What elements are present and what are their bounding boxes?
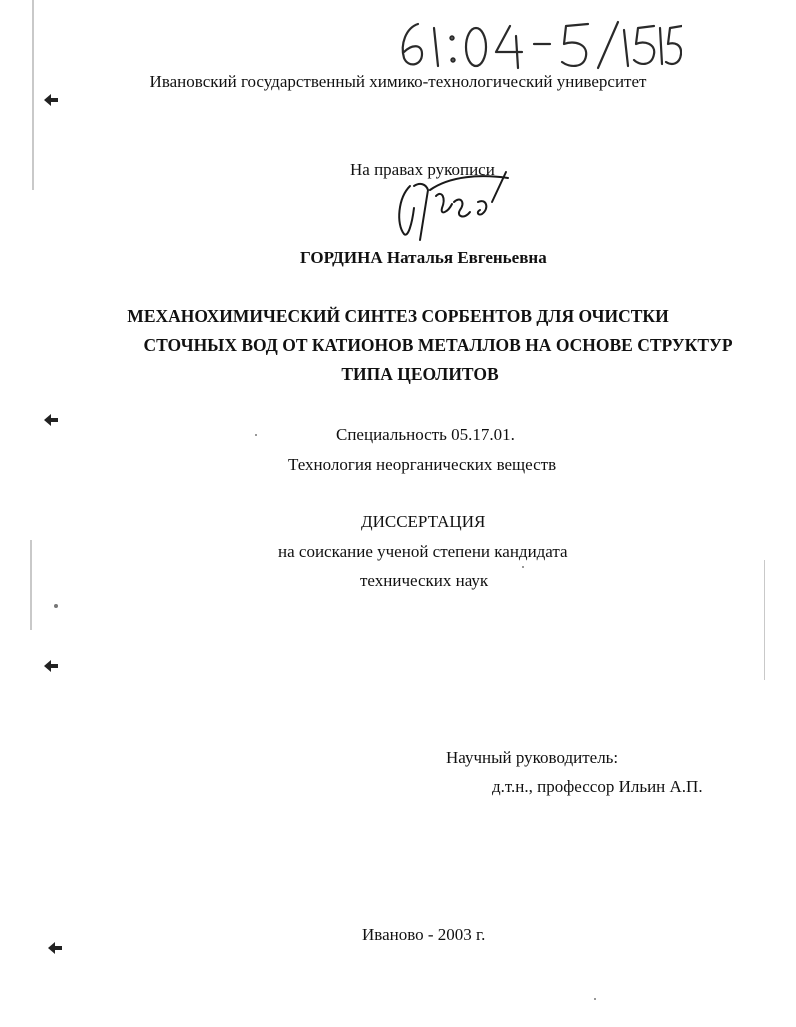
scan-mark <box>46 940 64 956</box>
manuscript-rights-note: На правах рукописи <box>350 160 495 179</box>
scan-speck <box>522 566 524 568</box>
author-surname: ГОРДИНА <box>300 248 383 267</box>
specialty-name: Технология неорганических веществ <box>288 455 557 474</box>
degree-line-1: на соискание ученой степени кандидата <box>278 542 568 561</box>
scan-mark <box>42 92 60 108</box>
scan-mark <box>42 658 60 674</box>
dissertation-title-line-3: ТИПА ЦЕОЛИТОВ <box>341 364 499 384</box>
dissertation-title-line-2: СТОЧНЫХ ВОД ОТ КАТИОНОВ МЕТАЛЛОВ НА ОСНОВЕ СТРУКТУР <box>143 335 733 355</box>
author-given-names: Наталья Евгеньевна <box>386 248 547 267</box>
handwritten-archive-code <box>392 14 682 72</box>
supervisor-name: д.т.н., профессор Ильин А.П. <box>492 777 703 796</box>
scan-mark <box>42 412 60 428</box>
degree-line-2: технических наук <box>360 571 489 590</box>
author-name <box>300 248 547 268</box>
place-year: Иваново - 2003 г. <box>362 925 486 944</box>
scan-speck <box>594 998 596 1000</box>
dissertation-title-line-1: МЕХАНОХИМИЧЕСКИЙ СИНТЕЗ СОРБЕНТОВ ДЛЯ ОЧИСТКИ <box>127 306 669 326</box>
scan-speck <box>255 434 257 436</box>
scan-left-edge <box>30 540 32 630</box>
scan-right-edge <box>764 560 765 680</box>
signature <box>390 168 530 248</box>
dissertation-heading: ДИССЕРТАЦИЯ <box>361 512 486 531</box>
scan-left-edge <box>32 0 34 190</box>
scan-speck <box>54 604 58 608</box>
specialty-code: Специальность 05.17.01. <box>336 425 515 444</box>
university-name: Ивановский государственный химико-технологический университет <box>149 72 647 91</box>
supervisor-label: Научный руководитель: <box>446 748 619 767</box>
